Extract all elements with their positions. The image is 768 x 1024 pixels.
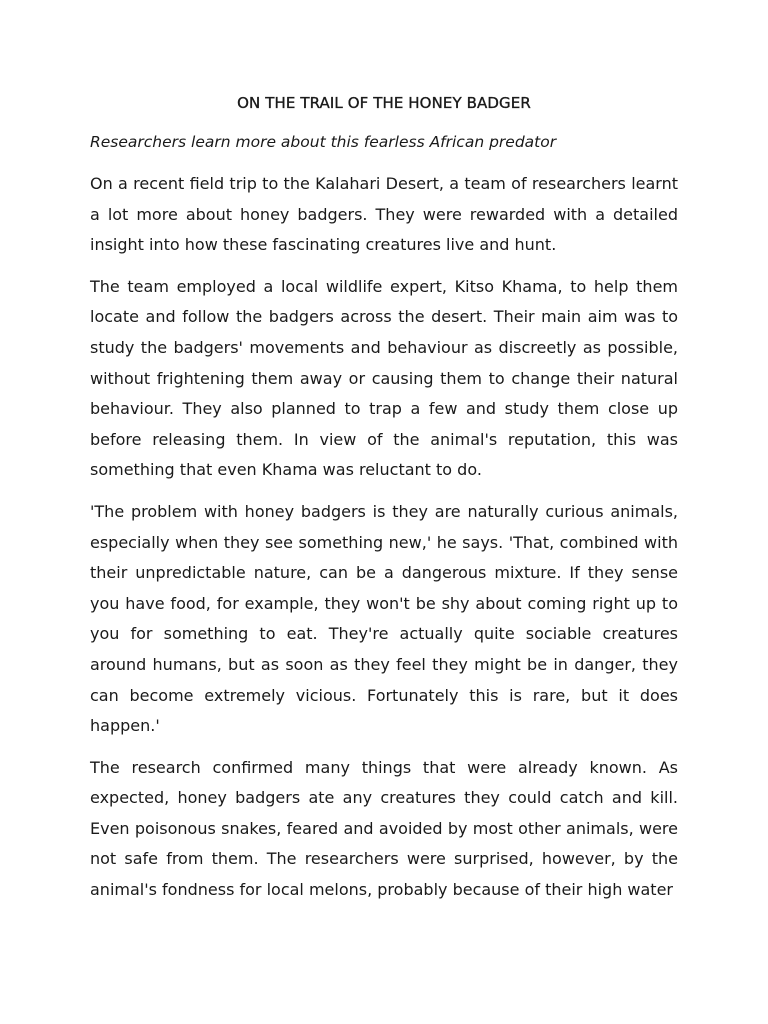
paragraph-2: The team employed a local wildlife expert, Kitso Khama, to help them locate and follow the badgers across the desert. Their main aim was to study the badgers' movements and behaviour as discreetly as possible, without frightening them away or causing them to change their natural behaviour. They also planned to trap a few and study them close up before releasing them. In view of the animal's reputation, this was something that even Khama was reluctant to do. — [90, 276, 678, 480]
article-subtitle: Researchers learn more about this fearless African predator — [90, 133, 557, 151]
document-page — [90, 92, 678, 906]
paragraph-4: The research confirmed many things that were already known. As expected, honey badgers ate any creatures they could catch and kill. Even poisonous snakes, feared and avoided by most other animals, were not safe from them. The researchers were surprised, however, by the animal's fondness for local melons, probably because of their high water — [90, 757, 678, 900]
paragraph-1: On a recent field trip to the Kalahari Desert, a team of researchers learnt a lot more about honey badgers. They were rewarded with a detailed insight into how these fascinating creatures live and hunt. — [90, 174, 678, 255]
paragraph-3: 'The problem with honey badgers is they are naturally curious animals, especially when they see something new,' he says. 'That, combined with their unpredictable nature, can be a dangerous mixture. If they sense you have food, for example, they won't be shy about coming right up to you for something to eat. They're actually quite sociable creatures around humans, but as soon as they feel they might be in danger, they can become extremely vicious. Fortunately this is rare, but it does happen.' — [90, 501, 678, 736]
article-title: ON THE TRAIL OF THE HONEY BADGER — [237, 94, 531, 112]
